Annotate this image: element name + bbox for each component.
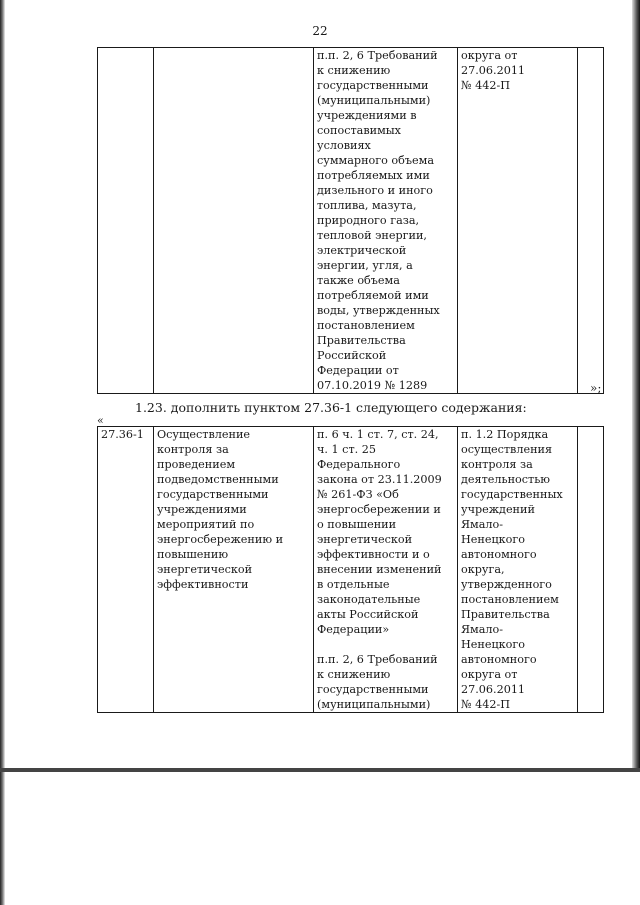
cell-note [578,427,604,713]
cell-line: о повышении [317,518,397,531]
cell-line: Федерации» [317,623,390,636]
cell-line: контроля за [461,458,533,471]
cell-legal-basis [314,48,458,394]
cell-line: п. 6 ч. 1 ст. 7, ст. 24, [317,428,439,441]
cell-line: энергетической [157,563,253,576]
cell-line: осуществления [461,443,553,456]
cell-line: энергосбережению и [157,533,284,546]
cell-line: округа от [461,668,518,681]
table-row [98,48,604,394]
cell-line: № 261-ФЗ «Об [317,488,399,501]
cell-line: округа, [461,563,505,576]
cell-line: эффективности и о [317,548,430,561]
cell-line: дизельного и иного [317,184,433,197]
cell-line: подведомственными [157,473,279,486]
cell-line: электрической [317,244,407,257]
cell-line: к снижению [317,668,391,681]
scan-bottom-edge [0,768,640,772]
cell-line: (муниципальными) [317,94,431,107]
cell-procedure [458,427,578,713]
cell-line: постановлением [461,593,559,606]
cell-line: повышению [157,548,229,561]
cell-line: Ненецкого [461,638,525,651]
cell-procedure [458,48,578,394]
cell-line: государственными [317,683,429,696]
cell-line: (муниципальными) [317,698,431,711]
cell-line: учреждениями в [317,109,417,122]
amendment-text: 1.23. дополнить пунктом 27.36-1 следующего содержания: [135,400,527,415]
cell-line: Федерального [317,458,401,471]
cell-line: законодательные [317,593,421,606]
cell-line: учреждениями [157,503,247,516]
cell-line: энергосбережении и [317,503,441,516]
cell-line: п.п. 2, 6 Требований [317,653,438,666]
cell-line: № 442-П [461,698,511,711]
cell-line: ч. 1 ст. 25 [317,443,376,456]
cell-line: автономного [461,548,537,561]
cell-line: п. 1.2 Порядка [461,428,549,441]
cell-number [98,48,154,394]
cell-line: Правительства [317,334,406,347]
cell-line: условиях [317,139,371,152]
cell-line: Федерации от [317,364,399,377]
closing-quote: »; [590,381,602,395]
cell-line: утвержденного [461,578,552,591]
cell-line: акты Российской [317,608,419,621]
cell-line: в отдельные [317,578,390,591]
cell-line: топлива, мазута, [317,199,417,212]
cell-line: закона от 23.11.2009 [317,473,442,486]
scan-edge-right [632,0,640,770]
cell-legal-basis [314,427,458,713]
cell-line: Правительства [461,608,550,621]
cell-number [98,427,154,713]
cell-line: энергии, угля, а [317,259,413,272]
cell-line: 07.10.2019 № 1289 [317,379,428,392]
cell-line: Ненецкого [461,533,525,546]
cell-line: воды, утвержденных [317,304,440,317]
cell-line: Ямало- [461,518,504,531]
cell-line: также объема [317,274,400,287]
cell-line: автономного [461,653,537,666]
table-continued [97,47,604,394]
cell-note [578,48,604,394]
cell-line: мероприятий по [157,518,255,531]
cell-line: Ямало- [461,623,504,636]
cell-line: потребляемой ими [317,289,429,302]
cell-line: п.п. 2, 6 Требований [317,49,438,62]
cell-line: внесении изменений [317,563,442,576]
cell-line: Российской [317,349,387,362]
cell-line: тепловой энергии, [317,229,427,242]
cell-line: 27.06.2011 [461,683,526,696]
cell-line: государственными [157,488,269,501]
cell-activity [154,427,314,713]
cell-line: постановлением [317,319,415,332]
cell-line: природного газа, [317,214,420,227]
cell-line: контроля за [157,443,229,456]
cell-line: государственными [317,79,429,92]
item-number: 27.36-1 [101,428,144,441]
cell-line: к снижению [317,64,391,77]
cell-line: Осуществление [157,428,251,441]
page-number: 22 [312,24,328,38]
cell-line: проведением [157,458,236,471]
cell-activity [154,48,314,394]
cell-line: округа от [461,49,518,62]
cell-line: 27.06.2011 [461,64,526,77]
cell-line: потребляемых ими [317,169,430,182]
cell-line: государственных [461,488,563,501]
opening-quote: « [97,414,104,427]
table-row [98,427,604,713]
cell-line: деятельностью [461,473,551,486]
cell-line: суммарного объема [317,154,435,167]
cell-line: № 442-П [461,79,511,92]
cell-line: учреждений [461,503,535,516]
cell-line: эффективности [157,578,249,591]
table-new-item [97,426,604,713]
cell-line: энергетической [317,533,413,546]
cell-line: сопоставимых [317,124,401,137]
